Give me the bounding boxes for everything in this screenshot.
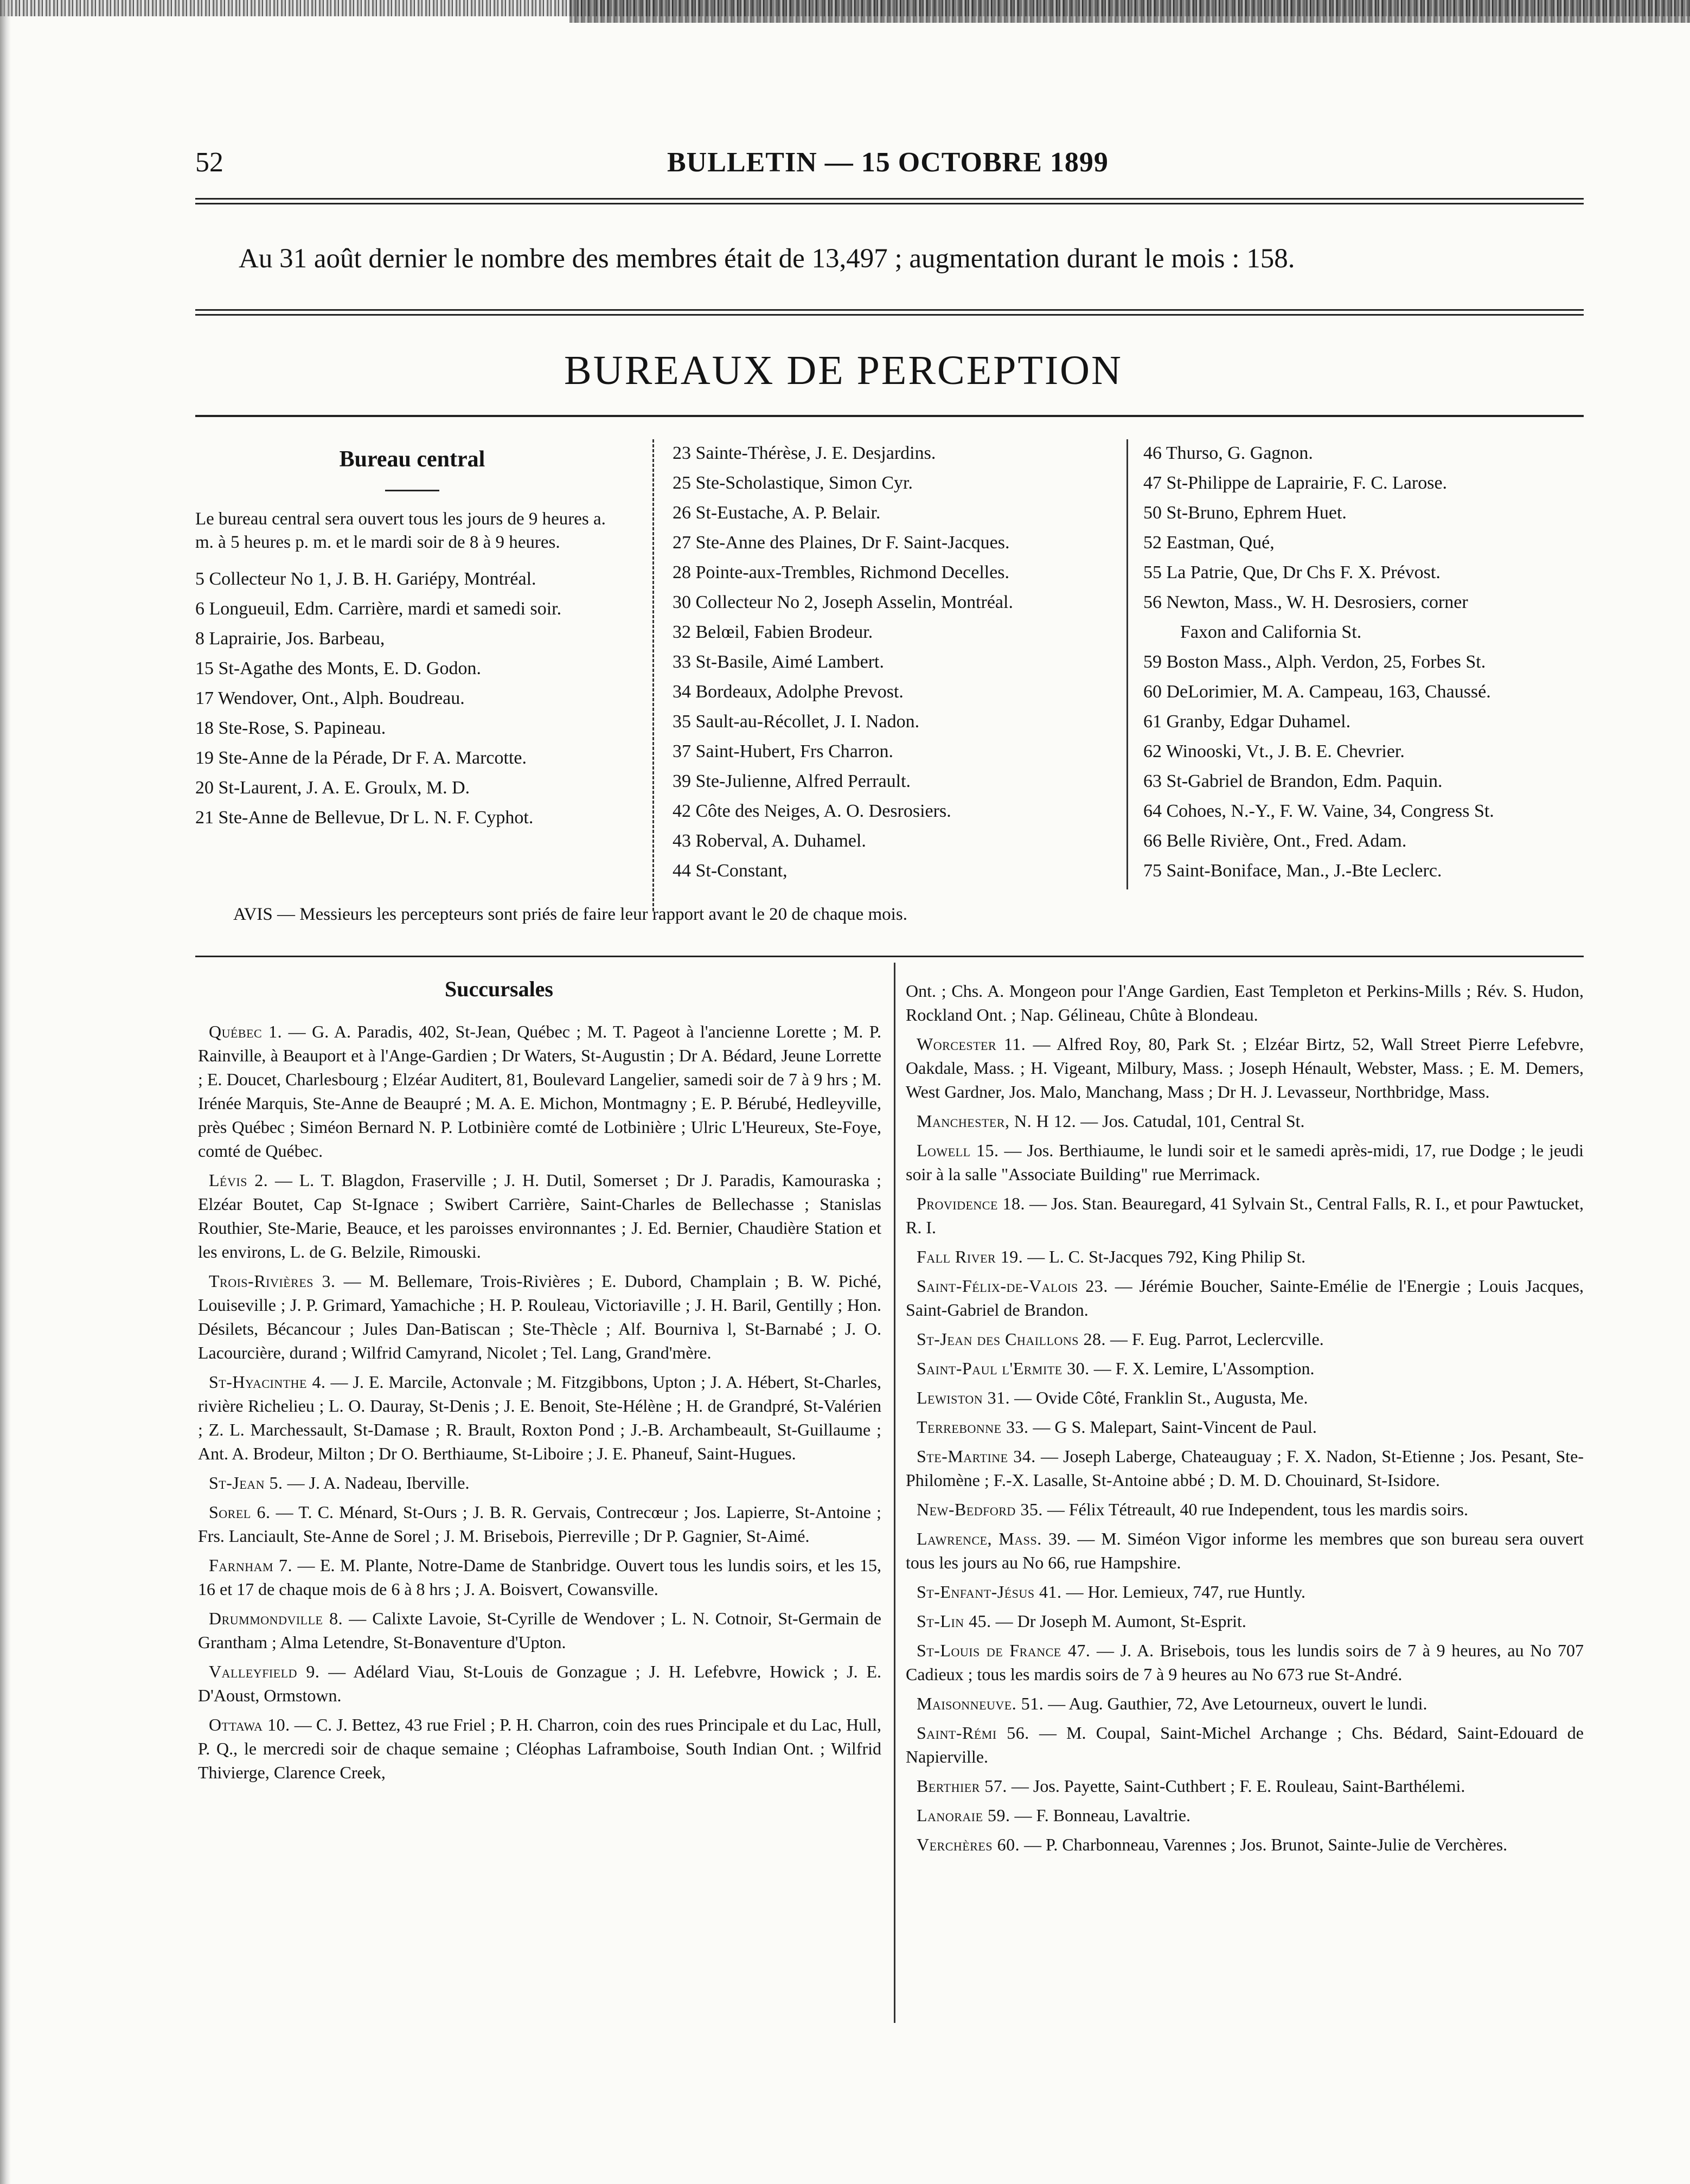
bureau-central-column [195, 445, 629, 832]
branch-text: — M. Siméon Vigor informe les membres que son bureau sera ouvert tous les jours au No 66, rue Hampshire. [906, 1529, 1584, 1572]
branch-place: Ottawa 10. [209, 1715, 290, 1734]
title-rule [195, 415, 1584, 417]
branch-place: Terrebonne 33. [917, 1417, 1029, 1437]
branch-text: — Jos. Catudal, 101, Central St. [1076, 1111, 1305, 1131]
branch-entry [906, 1356, 1584, 1380]
branch-entry [906, 1638, 1584, 1686]
succursales-title: Succursales [445, 977, 553, 1001]
branch-text: — L. C. St-Jacques 792, King Philip St. [1023, 1247, 1306, 1266]
branch-text: — C. J. Bettez, 43 rue Friel ; P. H. Charron, coin des rues Principale et du Lac, Hull, P. Q., le mercredi soir de chaque semaine ; Cléophas Laframboise, South Indian Ont. ; Wilfrid Thivierge, Clarence Creek, [198, 1715, 881, 1782]
collector-entry: 33 St-Basile, Aimé Lambert. [673, 652, 884, 672]
branch-entry [906, 1833, 1584, 1856]
branch-text: — Alfred Roy, 80, Park St. ; Elzéar Birtz, 52, Wall Street Pierre Lefebvre, Oakdale, Mass. ; H. Vigeant, Milbury, Mass. ; Joseph Hénault, Webster, Mass. ; E. M. Demers, West Gardner, Jos. Malo, Manchang, Mass ; Dr H. J. Levasseur, Northbridge, Mass. [906, 1034, 1584, 1101]
collector-entry: 28 Pointe-aux-Trembles, Richmond Decelles. [673, 562, 1010, 582]
branch-place: Québec 1. [209, 1022, 283, 1041]
branch-place: St-Jean des Chaillons 28. [917, 1329, 1106, 1349]
branch-place: Sorel 6. [209, 1502, 271, 1522]
collector-entry: 32 Belœil, Fabien Brodeur. [673, 622, 873, 642]
branch-text: — Aug. Gauthier, 72, Ave Letourneux, ouvert le lundi. [1044, 1694, 1427, 1713]
branch-text: — Ovide Côté, Franklin St., Augusta, Me. [1010, 1388, 1308, 1407]
collector-entry: 25 Ste-Scholastique, Simon Cyr. [673, 473, 913, 493]
branch-text: — Jos. Berthiaume, le lundi soir et le samedi après-midi, 17, rue Dodge ; le jeudi soir à la salle "Associate Building" rue Merrimack. [906, 1141, 1584, 1184]
branch-place: St-Jean 5. [209, 1473, 283, 1493]
branch-place: Saint-Rémi 56. [917, 1723, 1029, 1743]
branch-text: — Hor. Lemieux, 747, rue Huntly. [1061, 1582, 1305, 1602]
branch-entry [198, 1471, 881, 1495]
collector-entry: 66 Belle Rivière, Ont., Fred. Adam. [1143, 831, 1407, 851]
branch-place: Trois-Rivières 3. [209, 1271, 336, 1291]
branch-text: — T. C. Ménard, St-Ours ; J. B. R. Gervais, Contrecœur ; Jos. Lapierre, St-Antoine ; Frs. Lanciault, Ste-Anne de Sorel ; J. M. Brisebois, Pierreville ; Dr P. Gagnier, St-Aimé. [198, 1502, 881, 1546]
branch-text: — Adélard Viau, St-Louis de Gonzague ; J. H. Lefebvre, Howick ; J. E. D'Aoust, Ormstown. [198, 1662, 881, 1705]
branch-entry [906, 1032, 1584, 1104]
running-head: BULLETIN — 15 OCTOBRE 1899 [667, 147, 1109, 178]
branch-text: — G S. Malepart, Saint-Vincent de Paul. [1028, 1417, 1317, 1437]
bureau-central-intro: Le bureau central sera ouvert tous les jours de 9 heures a. m. à 5 heures p. m. et le mardi soir de 8 à 9 heures. [195, 509, 606, 552]
branch-entry [198, 1020, 881, 1163]
collector-list-3 [1143, 438, 1588, 886]
collector-entry: 56 Newton, Mass., W. H. Desrosiers, corner [1143, 592, 1468, 612]
collector-entry: Faxon and California St. [1180, 622, 1362, 642]
branch-entry [198, 1370, 881, 1465]
section-rule [195, 956, 1584, 957]
branch-place: Saint-Félix-de-Valois 23. [917, 1276, 1108, 1296]
branch-text: — M. Bellemare, Trois-Rivières ; E. Dubord, Champlain ; B. W. Piché, Louiseville ; J. P. Grimard, Yamachiche ; H. P. Rouleau, Victoriaville ; J. H. Baril, Gentilly ; Hon. Désilets, Bécancour ; Jules Dan-Batiscan ; Ste-Thècle ; Alf. Bourniva l, St-Barnabé ; J. O. Lacourcière, durand ; Wilfrid Camyrand, Nicolet ; Tel. Lang, Grand'mère. [198, 1271, 882, 1362]
collector-entry: 52 Eastman, Qué, [1143, 533, 1275, 553]
branch-text: — F. Bonneau, Lavaltrie. [1010, 1805, 1191, 1825]
branch-place: Fall River 19. [917, 1247, 1023, 1266]
branch-entry [906, 1109, 1584, 1133]
collector-entry: 27 Ste-Anne des Plaines, Dr F. Saint-Jacques. [673, 533, 1010, 553]
branch-entry [906, 1692, 1584, 1715]
branch-entry [198, 1500, 881, 1548]
collector-entry: 60 DeLorimier, M. A. Campeau, 163, Chaussé. [1143, 682, 1491, 702]
section-title: BUREAUX DE PERCEPTION [564, 348, 1123, 393]
branch-entry [198, 1713, 881, 1784]
branch-entry [906, 1192, 1584, 1239]
branch-entry [906, 1386, 1584, 1410]
branch-place: St-Hyacinthe 4. [209, 1372, 326, 1392]
members-note: Au 31 août dernier le nombre des membres était de 13,497 ; augmentation durant le mois : 158. [239, 244, 1295, 274]
branch-place: St-Enfant-Jésus 41. [917, 1582, 1062, 1602]
collector-entry: 30 Collecteur No 2, Joseph Asselin, Montréal. [673, 592, 1013, 612]
title-dash [385, 490, 439, 491]
branch-entry [906, 1803, 1584, 1827]
branch-text: — Jos. Stan. Beauregard, 41 Sylvain St., Central Falls, R. I., et pour Pawtucket, R. I. [906, 1194, 1584, 1237]
branch-entry [906, 1609, 1584, 1633]
collector-entry: 15 St-Agathe des Monts, E. D. Godon. [195, 658, 481, 678]
branch-place: St-Lin 45. [917, 1611, 991, 1631]
collector-entry: 21 Ste-Anne de Bellevue, Dr L. N. F. Cyphot. [195, 808, 534, 828]
collector-entry: 46 Thurso, G. Gagnon. [1143, 443, 1313, 463]
collector-entry: 23 Sainte-Thérèse, J. E. Desjardins. [673, 443, 936, 463]
collector-entry: 26 St-Eustache, A. P. Belair. [673, 503, 881, 523]
branch-entry [906, 1774, 1584, 1798]
collector-entry: 62 Winooski, Vt., J. B. E. Chevrier. [1143, 741, 1405, 761]
branch-entry [198, 1553, 881, 1601]
branch-place: New-Bedford 35. [917, 1500, 1043, 1519]
branch-place: Lewiston 31. [917, 1388, 1010, 1407]
branch-place: Lanoraie 59. [917, 1805, 1010, 1825]
collector-column-2 [673, 438, 1117, 886]
branch-place: Drummondville 8. [209, 1609, 343, 1628]
branch-entry [906, 1527, 1584, 1574]
collector-entry: 18 Ste-Rose, S. Papineau. [195, 718, 386, 738]
branch-entry [198, 1168, 881, 1264]
branch-place: Farnham 7. [209, 1555, 293, 1575]
branch-text: — F. Eug. Parrot, Leclercville. [1105, 1329, 1324, 1349]
collector-entry: 59 Boston Mass., Alph. Verdon, 25, Forbes St. [1143, 652, 1486, 672]
branch-entry [198, 1269, 881, 1365]
branch-place: Lévis 2. [209, 1170, 268, 1190]
branch-place: Berthier 57. [917, 1776, 1007, 1796]
branch-text: — G. A. Paradis, 402, St-Jean, Québec ; M. T. Pageot à l'ancienne Lorette ; M. P. Rainville, à Beauport et à l'Ange-Gardien ; Dr Waters, St-Augustin ; Dr A. Bédard, Jeune Lorrette ; E. Doucet, Charlesbourg ; Elzéar Auditert, 81, Boulevard Langelier, samedi soir de 7 à 9 hrs ; M. Irénée Marquis, Ste-Anne de Beaupré ; M. A. E. Michon, Montmagny ; E. P. Bérubé, Hedleyville, près Québec ; Siméon Bernard N. P. Lotbinière comté de Lotbinière ; Ulric L'Heureux, Ste-Foye, comté de Québec. [198, 1022, 882, 1161]
succursales-left-column [198, 1020, 881, 1790]
branch-place: Maisonneuve. 51. [917, 1694, 1044, 1713]
branch-entry [198, 1606, 881, 1654]
column-divider [1126, 439, 1128, 889]
branch-text: — Joseph Laberge, Chateauguay ; F. X. Nadon, St-Etienne ; Jos. Pesant, Ste-Philomène ; F.-X. Lasalle, St-Antoine abbé ; D. M. D. Chouinard, St-Isidore. [906, 1446, 1584, 1490]
branch-entry [906, 1327, 1584, 1351]
header-rule [195, 198, 1584, 204]
collector-entry: 37 Saint-Hubert, Frs Charron. [673, 741, 894, 761]
branch-entry [906, 1415, 1584, 1439]
branch-place: Saint-Paul l'Ermite 30. [917, 1359, 1090, 1378]
collector-list-1 [195, 564, 629, 832]
branch-text: — F. X. Lemire, L'Assomption. [1089, 1359, 1315, 1378]
branch-entry [906, 1580, 1584, 1604]
collector-entry: 55 La Patrie, Que, Dr Chs F. X. Prévost. [1143, 562, 1441, 582]
branch-entry [198, 1660, 881, 1707]
branch-entry [906, 1497, 1584, 1521]
branch-text: — Dr Joseph M. Aumont, St-Esprit. [991, 1611, 1246, 1631]
collector-entry: 61 Granby, Edgar Duhamel. [1143, 712, 1351, 732]
collector-entry: 20 St-Laurent, J. A. E. Groulx, M. D. [195, 778, 470, 798]
collector-entry: 5 Collecteur No 1, J. B. H. Gariépy, Montréal. [195, 569, 536, 589]
column-divider [652, 439, 654, 911]
branch-entry [906, 1444, 1584, 1492]
collector-entry: 63 St-Gabriel de Brandon, Edm. Paquin. [1143, 771, 1443, 791]
branch-entry [906, 979, 1584, 1027]
collector-column-3 [1143, 438, 1588, 886]
branch-place: Verchères 60. [917, 1835, 1020, 1854]
branch-entry [906, 1721, 1584, 1769]
collector-entry: 44 St-Constant, [673, 861, 788, 881]
branch-text: — J. A. Brisebois, tous les lundis soirs de 7 à 9 heures, au No 707 Cadieux ; tous les mardis soirs de 7 à 9 heures au No 673 rue St-André. [906, 1641, 1584, 1684]
avis-note: AVIS — Messieurs les percepteurs sont priés de faire leur rapport avant le 20 de chaque mois. [233, 905, 907, 924]
collector-entry: 17 Wendover, Ont., Alph. Boudreau. [195, 688, 465, 708]
collector-entry: 75 Saint-Boniface, Man., J.-Bte Leclerc. [1143, 861, 1442, 881]
collector-entry: 42 Côte des Neiges, A. O. Desrosiers. [673, 801, 951, 821]
collector-entry: 19 Ste-Anne de la Pérade, Dr F. A. Marcotte. [195, 748, 527, 768]
collector-entry: 47 St-Philippe de Laprairie, F. C. Larose. [1143, 473, 1448, 493]
branch-text: — J. E. Marcile, Actonvale ; M. Fitzgibbons, Upton ; J. A. Hébert, St-Charles, rivière Richelieu ; L. O. Dauray, St-Denis ; J. E. Benoit, Ste-Hélène ; H. de Grandpré, St-Valérien ; Z. L. Marchessault, St-Damase ; R. Brault, Roxton Pond ; J.-B. Archambeault, St-Guillaume ; Ant. A. Brodeur, Milton ; Dr O. Berthiaume, St-Liboire ; J. E. Phaneuf, Saint-Hugues. [198, 1372, 882, 1463]
bureau-central-title: Bureau central [339, 447, 485, 472]
branch-place: St-Louis de France 47. [917, 1641, 1091, 1660]
branch-place: Manchester, N. H 12. [917, 1111, 1077, 1131]
branch-place: Providence 18. [917, 1194, 1025, 1213]
collector-entry: 64 Cohoes, N.-Y., F. W. Vaine, 34, Congress St. [1143, 801, 1494, 821]
branch-text: — M. Coupal, Saint-Michel Archange ; Chs. Bédard, Saint-Edouard de Napierville. [906, 1723, 1584, 1766]
branch-text: — Jos. Payette, Saint-Cuthbert ; F. E. Rouleau, Saint-Barthélemi. [1007, 1776, 1465, 1796]
branch-text: — E. M. Plante, Notre-Dame de Stanbridge. Ouvert tous les lundis soirs, et les 15, 16 et 17 de chaque mois de 6 à 8 hrs ; J. A. Boisvert, Cowansville. [198, 1555, 881, 1599]
collector-entry: 39 Ste-Julienne, Alfred Perrault. [673, 771, 911, 791]
branch-place: Valleyfield 9. [209, 1662, 320, 1681]
collector-entry: 34 Bordeaux, Adolphe Prevost. [673, 682, 904, 702]
collector-entry: 50 St-Bruno, Ephrem Huet. [1143, 503, 1347, 523]
collector-entry: 8 Laprairie, Jos. Barbeau, [195, 629, 385, 649]
scan-left-edge [0, 0, 11, 2184]
page-number: 52 [195, 147, 223, 178]
branch-text: — Jérémie Boucher, Sainte-Emélie de l'Energie ; Louis Jacques, Saint-Gabriel de Brandon. [906, 1276, 1584, 1320]
succursales-right-column [906, 979, 1584, 1862]
branch-text: — Félix Tétreault, 40 rue Independent, tous les mardis soirs. [1042, 1500, 1468, 1519]
branch-text: — L. T. Blagdon, Fraserville ; J. H. Dutil, Somerset ; Dr J. Paradis, Kamouraska ; Elzéar Boutet, Cap St-Ignace ; Swibert Carrière, Saint-Charles de Bellechasse ; Stanislas Routhier, Ste-Marie, Beauce, et les paroisses environnantes ; J. Ed. Bernier, Chaudière Station et les environs, L. de G. Belzile, Rimouski. [198, 1170, 882, 1261]
branch-text: — Calixte Lavoie, St-Cyrille de Wendover ; L. N. Cotnoir, St-Germain de Grantham ; Alma Letendre, St-Bonaventure d'Upton. [198, 1609, 881, 1652]
branch-place: Worcester 11. [917, 1034, 1026, 1054]
branch-text: — J. A. Nadeau, Iberville. [283, 1473, 470, 1493]
collector-entry: 6 Longueuil, Edm. Carrière, mardi et samedi soir. [195, 599, 562, 619]
collector-list-2 [673, 438, 1117, 886]
branch-text: — P. Charbonneau, Varennes ; Jos. Brunot, Sainte-Julie de Verchères. [1020, 1835, 1508, 1854]
branch-text: Ont. ; Chs. A. Mongeon pour l'Ange Gardien, East Templeton et Perkins-Mills ; Rév. S. Hudon, Rockland Ont. ; Nap. Gélineau, Chûte à Blondeau. [906, 981, 1584, 1024]
branch-place: Lawrence, Mass. 39. [917, 1529, 1071, 1548]
column-divider [894, 963, 895, 2023]
branch-entry [906, 1245, 1584, 1269]
collector-entry: 35 Sault-au-Récollet, J. I. Nadon. [673, 712, 920, 732]
branch-entry [906, 1138, 1584, 1186]
branch-entry [906, 1274, 1584, 1322]
members-rule [195, 309, 1584, 316]
branch-place: Ste-Martine 34. [917, 1446, 1036, 1466]
scan-top-edge-dark [569, 0, 1690, 23]
collector-entry: 43 Roberval, A. Duhamel. [673, 831, 866, 851]
branch-place: Lowell 15. [917, 1141, 999, 1160]
